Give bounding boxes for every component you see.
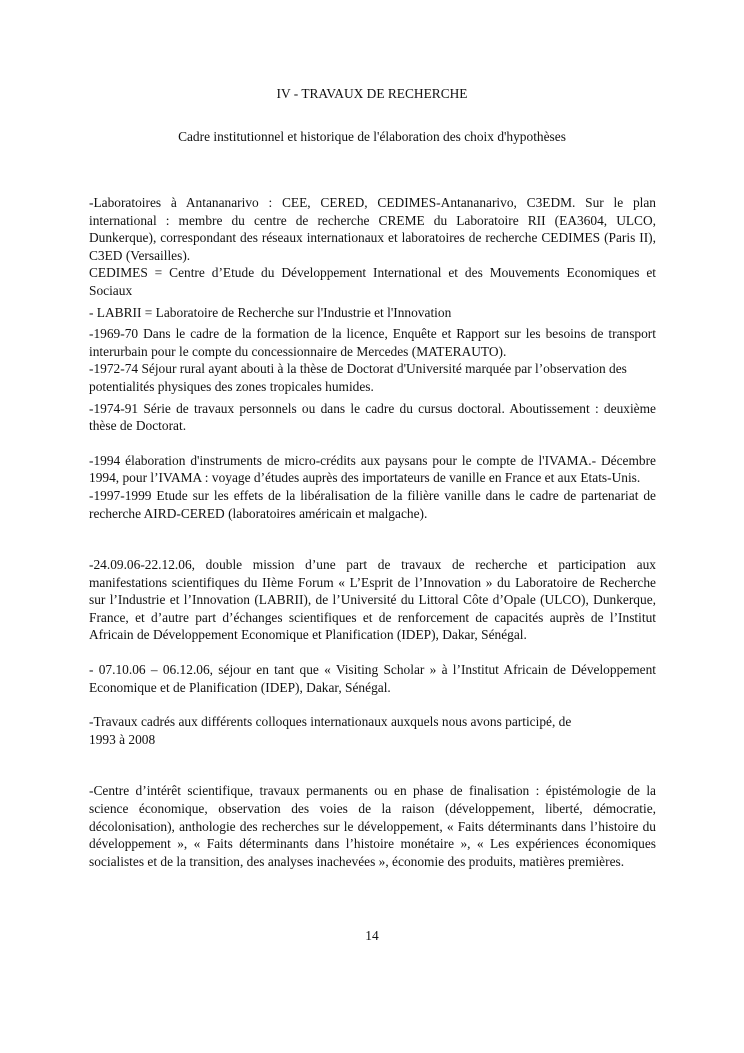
paragraph-1972-74: -1972-74 Séjour rural ayant abouti à la thèse de Doctorat d'Université marquée par l’observation des potentialités physiques des zones tropicales humides. (89, 361, 627, 394)
section-title: IV - TRAVAUX DE RECHERCHE (276, 86, 468, 101)
page-number: 14 (365, 928, 379, 943)
paragraph-cedimes-definition: CEDIMES = Centre d’Etude du Développement International et des Mouvements Economiques et Sociaux (89, 265, 656, 298)
section-subtitle: Cadre institutionnel et historique de l'élaboration des choix d'hypothèses (178, 129, 566, 144)
paragraph-1969-70: -1969-70 Dans le cadre de la formation de la licence, Enquête et Rapport sur les besoins de transport interurbain pour le compte du concessionnaire de Mercedes (MATERAUTO). (89, 326, 656, 359)
paragraph-colloques-line-2: 1993 à 2008 (89, 731, 156, 747)
paragraph-labrii-definition: - LABRII = Laboratoire de Recherche sur l'Industrie et l'Innovation (89, 304, 452, 320)
paragraph-1994: -1994 élaboration d'instruments de micro-crédits aux paysans pour le compte de l'IVAMA.- Décembre 1994, pour l’IVAMA : voyage d’études auprès des importateurs de vanille en France et aux Etats-Unis. (89, 452, 656, 486)
paragraph-1997-1999: -1997-1999 Etude sur les effets de la libéralisation de la filière vanille dans le cadre de partenariat de recherche AIRD-CERED (laboratoires américain et malgache). (89, 487, 656, 521)
paragraph-laboratories: -Laboratoires à Antananarivo : CEE, CERED, CEDIMES-Antananarivo, C3EDM. Sur le plan international : membre du centre de recherche CREME du Laboratoire RII (EA3604, ULCO, Dunkerque), correspondant des réseaux internationaux et laboratoires de recherche CEDIMES (Paris II), C3ED (Versailles). (89, 195, 656, 263)
paragraph-colloques-line-1: -Travaux cadrés aux différents colloques internationaux auxquels nous avons participé, de (89, 714, 572, 730)
paragraph-2006-visiting-scholar: - 07.10.06 – 06.12.06, séjour en tant que « Visiting Scholar » à l’Institut Africain de Développement Economique et de Planification (IDEP), Dakar, Sénégal. (89, 662, 656, 695)
paragraph-1974-91: -1974-91 Série de travaux personnels ou dans le cadre du cursus doctoral. Aboutissement : deuxième thèse de Doctorat. (89, 400, 656, 434)
paragraph-research-interests: -Centre d’intérêt scientifique, travaux permanents ou en phase de finalisation : épistémologie de la science économique, observation des voies de la raison (développement, liberté, démocratie, décolonisation), anthologie des recherches sur le développement, « Faits déterminants dans l’histoire du développement », « Faits déterminants dans l’histoire monétaire », « Les expériences économiques socialistes et de la transition, des analyses inachevées », économie des produits, matières premières. (89, 783, 656, 869)
paragraph-2006-mission: -24.09.06-22.12.06, double mission d’une part de travaux de recherche et participation aux manifestations scientifiques du IIème Forum « L’Esprit de l’Innovation » du Laboratoire de Recherche sur l’Industrie et l’Innovation (LABRII), de l’Université du Littoral Côte d’Opale (ULCO), Dunkerque, France, et d’autre part d’échanges scientifiques et de renforcement de capacités auprès de l’Institut Africain de Développement Economique et Planification (IDEP), Dakar, Sénégal. (89, 557, 656, 643)
document-body (89, 194, 656, 870)
